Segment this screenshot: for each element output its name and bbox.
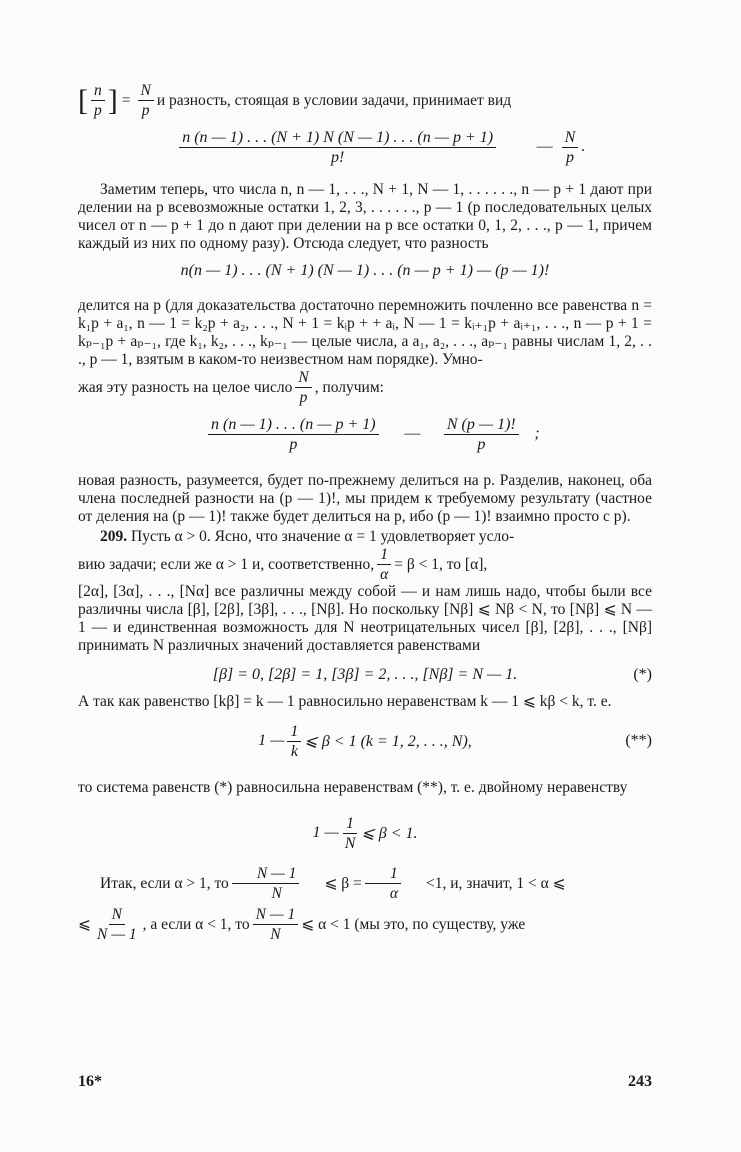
paragraph-1: Заметим теперь, что числа n, n — 1, . . ., N + 1, N — 1, . . . . . ., n — p + 1 дают при делении на p всевозможные остатки 1, 2, 3, . . . . . ., p — 1 (p последовательных целых чисел от n — p + 1 до n дают при делении на p все остатки 0, 1, 2, . . ., p — 1, причем каждый из них по одному разу). Отсюда следует, что разность xyxy=(78,181,652,252)
line-1-text: и разность, стоящая в условии задачи, принимает вид xyxy=(156,91,512,109)
n-over-p: $\frac{N}{p}$ xyxy=(138,82,154,119)
page-number: 243 xyxy=(628,1073,652,1090)
paragraph-6: Итак, если α > 1, то $\frac{N — 1}{N}$ ⩽ β = $\frac{1}{\alpha}$ <1, и, значит, 1 < α ⩽ xyxy=(100,865,566,902)
paragraph-2b: жая эту разность на целое число $\frac{N}{p}$ , получим: xyxy=(78,369,384,406)
paragraph-3: новая разность, разумеется, будет по-прежнему делиться на p. Разделив, наконец, оба члена последней разности на (p — 1)!, мы придем к требуемому результату (частное от деления на (p — 1)! также будет делиться на p, ибо (p — 1)! взаимно просто с p). xyxy=(78,472,652,525)
page-footer xyxy=(78,1073,652,1091)
formula-1: $\frac{n (n — 1) . . . (N + 1) N (N — 1) . . . (n — p + 1)}{p!}$ — $\frac{N}{p}$ . xyxy=(78,123,652,171)
equation-tag-star: (*) xyxy=(633,666,652,683)
formula-4: [β] = 0, [2β] = 1, [3β] = 2, . . ., [Nβ] = N — 1. (*) xyxy=(212,666,652,683)
signature-mark: 16* xyxy=(78,1073,102,1090)
equation-tag-double-star: (**) xyxy=(625,732,652,749)
paragraph-7: ⩽ $\frac{N}{N — 1}$ , а если α < 1, то $\frac{N — 1}{N}$ ⩽ α < 1 (мы это, по существу, уже xyxy=(78,906,526,943)
formula-6: 1 — $\frac{1}{N}$ ⩽ β < 1. xyxy=(312,814,418,852)
problem-209-line-2: вию задачи; если же α > 1 и, соответственно, $\frac{1}{\alpha}$ = β < 1, то [α], xyxy=(78,546,488,583)
line-1: [ $\frac{n}{p}$ ] = $\frac{N}{p}$ и разность, стоящая в условии задачи, принимает вид xyxy=(78,82,652,119)
paragraph-2: делится на p (для доказательства достаточно перемножить почленно все равенства n = k₁p + a₁, n — 1 = k₂p + a₂, . . ., N + 1 = kᵢp + + aᵢ, N — 1 = kᵢ₊₁p + aᵢ₊₁, . . ., n — p + 1 = kₚ₋₁p + aₚ₋₁, где k₁, k₂, . . ., kₚ₋₁ — целые числа, а a₁, a₂, . . ., aₚ₋₁ равны числам 1, 2, . . ., p — 1, взятым в каком-то неизвестном нам порядке). Умно- xyxy=(78,297,652,368)
formula-3: $\frac{n (n — 1) . . . (n — p + 1)}{p}$ — $\frac{N (p — 1)!}{p}$ ; xyxy=(78,408,652,460)
formula-5: 1 — $\frac{1}{k}$ ⩽ β < 1 (k = 1, 2, . . ., N), (**) xyxy=(258,722,652,760)
problem-209-line-1: 209. Пусть α > 0. Ясно, что значение α = 1 удовлетворяет усло- xyxy=(100,528,515,545)
paragraph-5: то система равенств (*) равносильна неравенствам (**), т. е. двойному неравенству xyxy=(78,779,628,796)
floor-n-over-p: [ $\frac{n}{p}$ ] xyxy=(78,82,118,119)
formula-2: n(n — 1) . . . (N + 1) (N — 1) . . . (n — p + 1) — (p — 1)! xyxy=(180,262,550,279)
problem-209-body: [2α], [3α], . . ., [Nα] все различны между собой — и нам лишь надо, чтобы были все различны числа [β], [2β], [3β], . . ., [Nβ]. Но поскольку [Nβ] ⩽ Nβ < N, то [Nβ] ⩽ N — 1 — и единственная возможность для N неотрицательных чисел [β], [2β], . . ., [Nβ] принимать N различных значений доставляется равенствами xyxy=(78,583,652,654)
paragraph-4: А так как равенство [kβ] = k — 1 равносильно неравенствам k — 1 ⩽ kβ < k, т. е. xyxy=(78,693,612,710)
problem-number: 209. xyxy=(100,528,128,545)
page-body xyxy=(78,82,652,943)
